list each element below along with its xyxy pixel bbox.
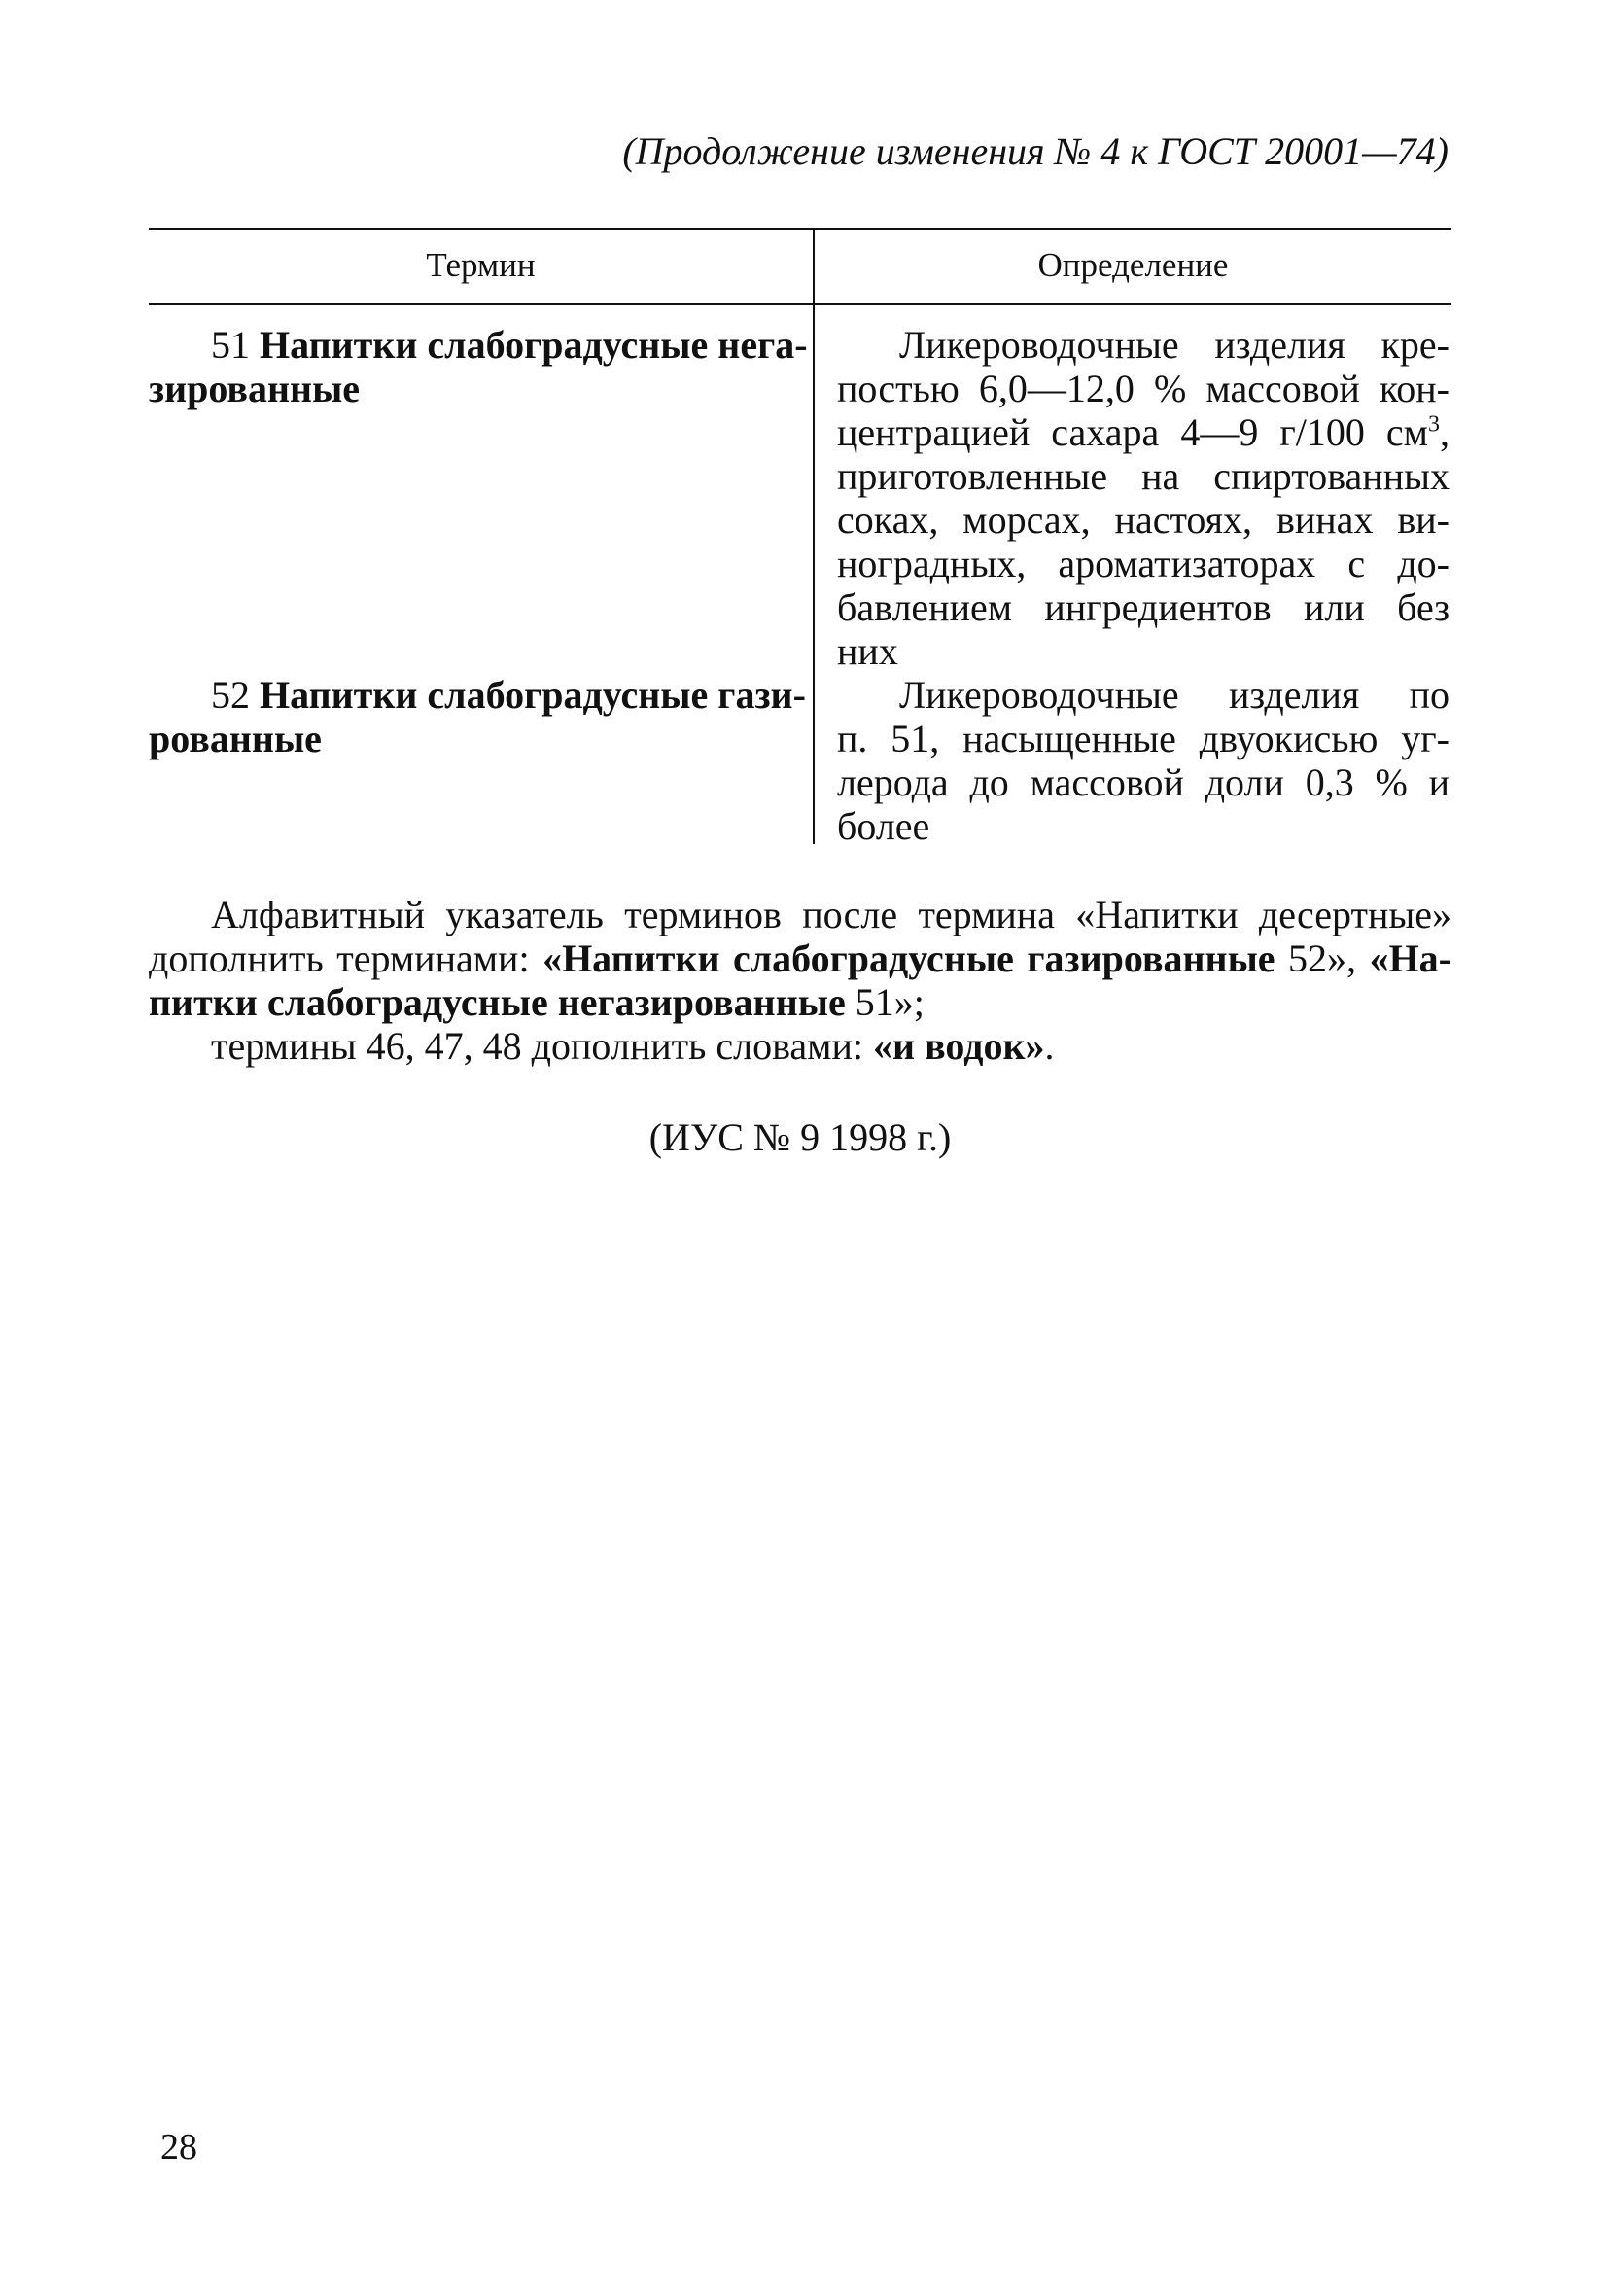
- paragraph-text: 52»,: [1275, 936, 1370, 980]
- paragraph-text: .: [1044, 1024, 1055, 1068]
- definition-line: соках, морсах, настоях, винах ви-: [837, 498, 1450, 542]
- paragraph-line: [149, 1024, 1451, 1068]
- column-header-definition: Определение: [1037, 246, 1229, 284]
- definition-line: п. 51, насыщенные двуокисью уг-: [837, 717, 1450, 760]
- bold-term: «На-: [1369, 936, 1451, 980]
- bold-term: «Напитки слабоградусные газированные: [542, 936, 1275, 980]
- table-header-rule: [149, 303, 1451, 305]
- definition-comma: ,: [1440, 410, 1450, 454]
- definition-line: [837, 410, 1450, 454]
- definition-51: [837, 323, 1450, 673]
- page-number: 28: [160, 2127, 197, 2168]
- terms-amendment-paragraph: [149, 1024, 1451, 1068]
- term-number: 52: [211, 673, 250, 717]
- definition-line: Ликероводочные изделия по: [899, 673, 1450, 717]
- definition-line: бавлением ингредиентов или без: [837, 585, 1450, 629]
- term-title: Напитки слабоградусные гази-: [260, 673, 806, 717]
- superscript-3: 3: [1428, 411, 1440, 438]
- ius-reference: (ИУС № 9 1998 г.): [648, 1115, 952, 1159]
- paragraph-line: Алфавитный указатель терминов после термина «Напитки десертные»: [211, 893, 1451, 936]
- paragraph-line: [149, 980, 1451, 1024]
- definition-text: центрацией сахара 4—9 г/100 см: [837, 410, 1428, 454]
- definition-line: Ликероводочные изделия кре-: [899, 323, 1450, 367]
- term-title-cont: зированные: [149, 367, 361, 410]
- bold-term: питки слабоградусные негазированные: [149, 980, 846, 1024]
- definition-52: [837, 673, 1450, 848]
- table-top-rule: [149, 228, 1451, 230]
- definition-line: них: [837, 629, 898, 673]
- term-52-line1: [149, 673, 806, 717]
- term-52-line2: [149, 717, 786, 760]
- paragraph-text: 51»;: [845, 980, 925, 1024]
- table-column-divider: [813, 228, 815, 844]
- term-51: [149, 323, 808, 410]
- definition-line: постью 6,0—12,0 % массовой кон-: [837, 367, 1450, 410]
- paragraph-text: термины 46, 47, 48 дополнить словами:: [211, 1024, 874, 1068]
- column-header-term: Термин: [426, 246, 536, 284]
- bold-term: «и водок»: [873, 1024, 1045, 1068]
- paragraph-line: [149, 936, 1451, 980]
- paragraph-text: дополнить терминами:: [149, 936, 543, 980]
- term-title-cont: рованные: [149, 717, 322, 760]
- continuation-header: (Продолжение изменения № 4 к ГОСТ 20001—74): [622, 129, 1449, 173]
- term-51-line1: [149, 323, 808, 367]
- term-52: [149, 673, 806, 760]
- term-51-line2: [149, 367, 786, 410]
- definition-line: ноградных, ароматизаторах с до-: [837, 542, 1450, 585]
- definition-line: лерода до массовой доли 0,3 % и: [837, 760, 1450, 804]
- definition-line: приготовленные на спиртованных: [837, 454, 1450, 498]
- index-amendment-paragraph: [149, 893, 1451, 1024]
- definition-line: более: [837, 804, 930, 848]
- term-number: 51: [211, 323, 250, 367]
- term-title: Напитки слабоградусные нега-: [260, 323, 808, 367]
